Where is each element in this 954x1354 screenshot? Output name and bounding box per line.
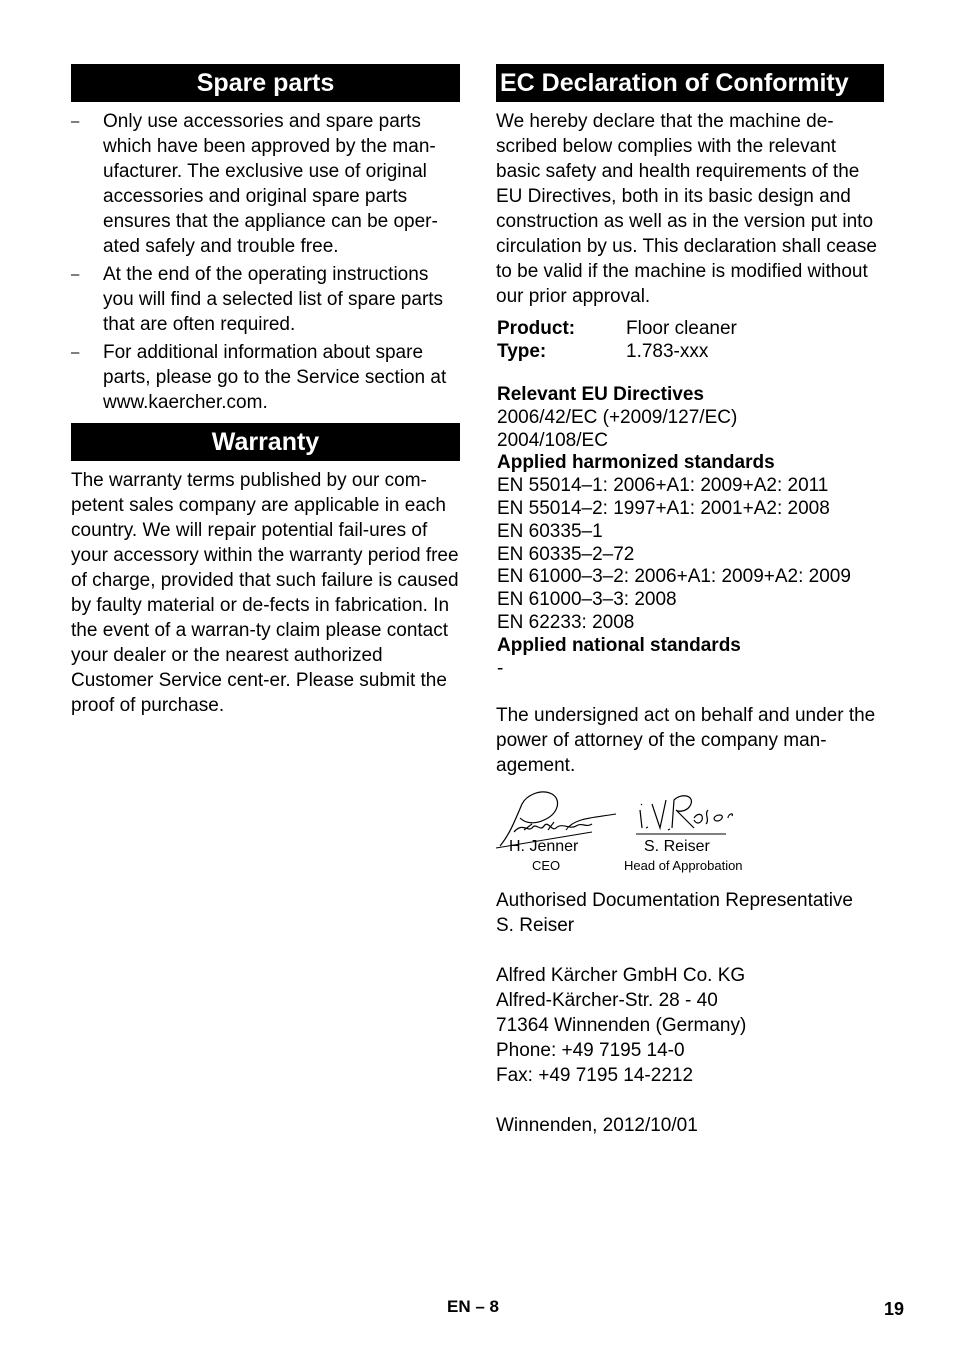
representative-block — [496, 888, 884, 1138]
standard-item: EN 61000–3–3: 2008 — [497, 589, 677, 611]
signatures — [496, 788, 884, 888]
directive-item: 2004/108/EC — [497, 429, 608, 451]
product-spec-table — [497, 317, 737, 363]
list-item — [71, 340, 460, 415]
footer-language-page: EN – 8 — [447, 1297, 499, 1316]
company-fax: Fax: +49 7195 14-2212 — [496, 1065, 694, 1087]
signatory-role: Head of Approbation — [624, 858, 743, 874]
standard-item: EN 62233: 2008 — [497, 611, 635, 633]
warranty-heading: Warranty — [71, 423, 460, 461]
list-item — [71, 109, 460, 259]
harmonized-heading: Applied harmonized standards — [497, 452, 775, 474]
spare-parts-list — [71, 109, 460, 415]
national-value: - — [497, 657, 504, 679]
directive-item: 2006/42/EC (+2009/127/EC) — [497, 406, 738, 428]
dash-bullet: – — [71, 113, 80, 130]
company-name: Alfred Kärcher GmbH Co. KG — [496, 965, 746, 987]
list-item-text: At the end of the operating instructions you will find a selected list of spare parts that are often required. — [103, 264, 444, 335]
declaration-text: We hereby declare that the machine de-scribed below complies with the relevant basic safety and health requirements of the EU Directives, both in its basic design and construction as well as in the version put into circulation by us. This declaration shall cease to be valid if the machine is modified without our prior approval. — [496, 111, 877, 307]
warranty-text: The warranty terms published by our com-petent sales company are applicable in each country. We will repair potential fail-ures of your accessory within the warranty period free of charge, provided that such failure is caused by faulty material or de-fects in fabrication. In the event of a warran-ty claim please contact your dealer or the nearest authorized Customer Service cent-er. Please submit the proof of purchase. — [71, 470, 459, 716]
spare-parts-heading: Spare parts — [71, 64, 460, 102]
list-item — [71, 262, 460, 337]
signatory-name: S. Reiser — [644, 838, 710, 856]
undersigned-text: The undersigned act on behalf and under the power of attorney of the company man-agement. — [496, 705, 876, 777]
list-item-text: Only use accessories and spare parts which have been approved by the man-ufacturer. The exclusive use of original accessories and original spare parts ensures that the appliance can be oper-ated safely and trouble free. — [103, 111, 438, 257]
dash-bullet: – — [71, 344, 80, 361]
representative-title: Authorised Documentation Representative — [496, 890, 853, 912]
standard-item: EN 55014–1: 2006+A1: 2009+A2: 2011 — [497, 475, 829, 497]
standard-item: EN 55014–2: 1997+A1: 2001+A2: 2008 — [497, 497, 830, 519]
representative-name: S. Reiser — [496, 915, 575, 937]
spacer — [496, 938, 884, 963]
directives-block — [497, 384, 884, 680]
national-heading: Applied national standards — [497, 634, 741, 656]
standard-item: EN 61000–3–2: 2006+A1: 2009+A2: 2009 — [497, 566, 851, 588]
standard-item: EN 60335–2–72 — [497, 543, 635, 565]
signatory-role: CEO — [532, 858, 561, 874]
left-column — [71, 64, 460, 718]
product-row — [497, 317, 737, 340]
type-label: Type: — [497, 341, 547, 362]
dash-bullet: – — [71, 266, 80, 283]
company-phone: Phone: +49 7195 14-0 — [496, 1040, 685, 1062]
company-city: 71364 Winnenden (Germany) — [496, 1015, 747, 1037]
place-date: Winnenden, 2012/10/01 — [496, 1115, 698, 1137]
page-number: 19 — [884, 1299, 905, 1319]
type-value: 1.783-xxx — [626, 341, 709, 362]
type-row — [497, 340, 737, 363]
product-value: Floor cleaner — [626, 318, 737, 339]
standard-item: EN 60335–1 — [497, 520, 603, 542]
list-item-text: For additional information about spare parts, please go to the Service section at www.kaercher.com. — [103, 342, 447, 413]
directives-heading: Relevant EU Directives — [497, 384, 704, 405]
spacer — [496, 1088, 884, 1113]
signatory-name: H. Jenner — [509, 838, 579, 856]
ec-declaration-heading: EC Declaration of Conformity — [496, 64, 884, 102]
product-label: Product: — [497, 318, 576, 339]
right-column — [496, 64, 884, 1138]
company-street: Alfred-Kärcher-Str. 28 - 40 — [496, 990, 718, 1012]
